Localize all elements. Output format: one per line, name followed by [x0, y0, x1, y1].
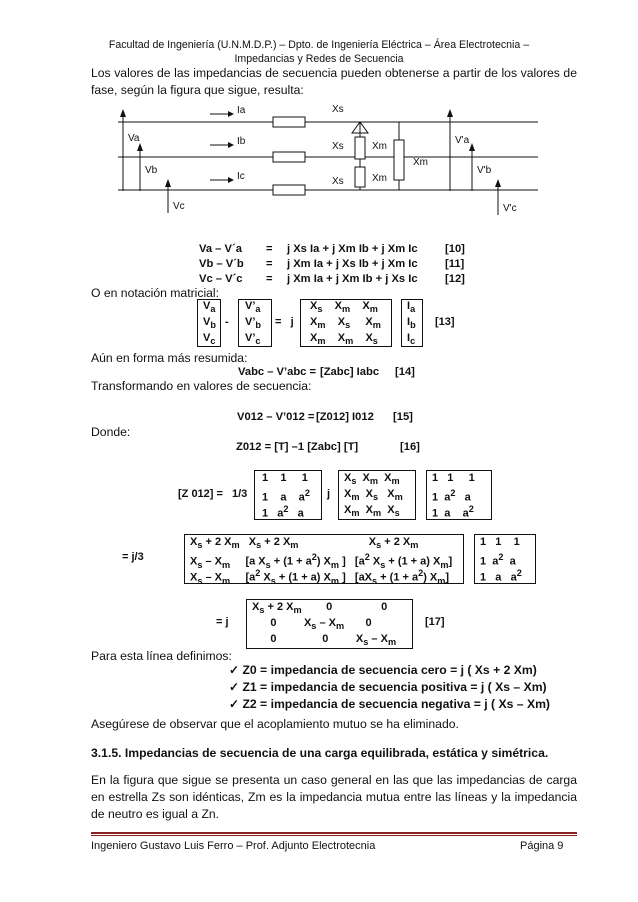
footer-author: Ingeniero Gustavo Luis Ferro – Prof. Adjunto Electrotecnia — [91, 840, 376, 852]
fig-label-va: Va — [128, 133, 140, 144]
eq12-number: [12] — [445, 273, 465, 285]
eq11-number: [11] — [445, 258, 465, 270]
fig-label-xs-3: Xs — [332, 176, 344, 187]
zabc-row-2: $X_m$ $X_s$ $X_m$ — [344, 488, 403, 503]
summary-intro: Aún en forma más resumida: — [91, 351, 248, 365]
res-row-1: $X_s + 2$ $X_m$ 0 0 — [252, 601, 388, 616]
z-row-2: $X_m$ $X_s$ $X_m$ — [310, 316, 381, 331]
fig-label-xm-2: Xm — [372, 173, 387, 184]
eq11-rhs: j Xm Ia + j Xs Ib + j Xm Ic — [287, 258, 418, 270]
result-lhs: = j — [216, 616, 229, 628]
eq10-lhs: Va – V´a — [199, 243, 242, 255]
eq10-equals: = — [266, 243, 273, 255]
vec-ic: $I_c$ — [407, 332, 416, 347]
vec-vpc: $V’_c$ — [245, 332, 261, 347]
header-line-1: Facultad de Ingeniería (U.N.M.D.P.) – Dpto. de Ingeniería Eléctrica – Área Electrotecnia – — [108, 39, 530, 51]
footer-page: Página 9 — [520, 840, 564, 852]
definition-z1: ✓ Z1 = impedancia de secuencia positiva = j ( Xs – Xm) — [229, 680, 547, 694]
tinv-row-3: 1 $a^2$ a — [262, 504, 304, 520]
vec-ib: $I_b$ — [407, 316, 416, 331]
res-row-2: 0 $X_s - X_m$ 0 — [252, 617, 372, 632]
z012-lhs: [Z 012] = — [178, 488, 223, 500]
eq12-rhs: j Xm Ia + j Xm Ib + j Xs Ic — [287, 273, 418, 285]
footer-rule — [91, 832, 577, 834]
t2-row-2: 1 $a^2$ a — [480, 552, 516, 568]
fig-label-vc: Vc — [173, 201, 185, 212]
fig-label-vpa: V'a — [455, 135, 470, 146]
definition-z2: ✓ Z2 = impedancia de secuencia negativa = j ( Xs – Xm) — [229, 697, 550, 711]
check-icon: ✓ — [229, 697, 240, 711]
equals-j: = j — [275, 316, 294, 328]
t-row-2: 1 $a^2$ a — [432, 488, 471, 504]
product-lhs: = j/3 — [122, 551, 144, 563]
transform-intro: Transformando en valores de secuencia: — [91, 379, 312, 393]
vec-vpa: $V’_a$ — [245, 300, 261, 315]
eq11-lhs: Vb – V´b — [199, 258, 244, 270]
fig-label-vpc: V'c — [503, 203, 517, 214]
donde-label: Donde: — [91, 425, 131, 439]
z-row-3: $X_m$ $X_m$ $X_s$ — [310, 332, 378, 347]
prod-row-3: $X_s - X_m$ [$a^2$ $X_s + (1 + a)$ $X_m$ ] [$aX_s + (1 + a^2)$ $X_m$] — [190, 568, 450, 586]
minus-sign: - — [225, 316, 229, 328]
intro-paragraph: Los valores de las impedancias de secuencia pueden obtenerse a partir de los valores de fase, según la figura que sigue, resulta: — [91, 66, 577, 97]
z012-j: j — [327, 488, 331, 500]
section-title: 3.1.5. Impedancias de secuencia de una carga equilibrada, estática y simétrica. — [91, 746, 549, 760]
fig-label-vb: Vb — [145, 165, 158, 176]
eq14-rhs: [Zabc] Iabc — [320, 366, 380, 378]
z-row-1: $X_s$ $X_m$ $X_m$ — [310, 300, 378, 315]
definitions-intro: Para esta línea definimos: — [91, 649, 232, 663]
fig-label-ia: Ia — [237, 105, 246, 116]
eq12-equals: = — [266, 273, 273, 285]
check-icon: ✓ — [229, 663, 240, 677]
prod-row-1: $X_s + 2$ $X_m$ $X_s + 2$ $X_m$ $X_s + 2$ $X_m$ — [190, 536, 419, 551]
fig-label-ic: Ic — [237, 171, 245, 182]
z012-coef: 1/3 — [232, 488, 248, 500]
eq10-number: [10] — [445, 243, 465, 255]
fig-label-xs-2: Xs — [332, 141, 344, 152]
footer-rule-thin — [91, 835, 577, 836]
prod-row-2: $X_s - X_m$ [a $X_s + (1 + a^2)$ $X_m$ ] [$a^2$ $X_s + (1 + a)$ $X_m$] — [190, 552, 453, 570]
t2-row-1: 1 1 1 — [480, 536, 520, 548]
eq16-number: [16] — [400, 441, 420, 453]
vec-vpb: $V’_b$ — [245, 316, 261, 331]
eq14-lhs: Vabc – V’abc = — [238, 366, 317, 378]
zabc-row-3: $X_m$ $X_m$ $X_s$ — [344, 504, 400, 519]
eq11-equals: = — [266, 258, 273, 270]
t-row-1: 1 1 1 — [432, 472, 475, 484]
res-row-3: 0 0 $X_s - X_m$ — [252, 633, 397, 648]
t-row-3: 1 a $a^2$ — [432, 504, 474, 520]
check-icon: ✓ — [229, 680, 240, 694]
definition-z0: ✓ Z0 = impedancia de secuencia cero = j ( Xs + 2 Xm) — [229, 663, 537, 677]
fig-label-xs-1: Xs — [332, 104, 344, 115]
t2-row-3: 1 a $a^2$ — [480, 568, 522, 584]
vec-va: $V_a$ — [203, 300, 216, 315]
tinv-row-1: 1 1 1 — [262, 472, 308, 484]
eq15-number: [15] — [393, 411, 413, 423]
note-paragraph: Asegúrese de observar que el acoplamiento mutuo se ha eliminado. — [91, 717, 459, 731]
zabc-row-1: $X_s$ $X_m$ $X_m$ — [344, 472, 400, 487]
fig-label-xm-1: Xm — [372, 141, 387, 152]
eq16-text: Z012 = [T] –1 [Zabc] [T] — [236, 441, 359, 453]
eq10-rhs: j Xs Ia + j Xm Ib + j Xm Ic — [287, 243, 418, 255]
eq12-lhs: Vc – V´c — [199, 273, 243, 285]
eq13-number: [13] — [435, 316, 455, 328]
tinv-row-2: 1 a $a^2$ — [262, 488, 310, 504]
eq15-lhs: V012 – V’012 = — [237, 411, 315, 423]
matrix-intro: O en notación matricial: — [91, 286, 220, 300]
eq15-rhs: [Z012] I012 — [316, 411, 374, 423]
final-paragraph: En la figura que sigue se presenta un caso general en las que las impedancias de carga en estrella Zs son idénticas, Zm es la impedancia mutua entre las líneas y la impedancia de neutro es igual a Zn. — [91, 773, 577, 821]
fig-label-ib: Ib — [237, 136, 246, 147]
vec-vc: $V_c$ — [203, 332, 216, 347]
vec-ia: $I_a$ — [407, 300, 416, 315]
line-coupling-figure — [118, 103, 538, 223]
eq14-number: [14] — [395, 366, 415, 378]
header-line-2: Impedancias y Redes de Secuencia — [234, 53, 404, 65]
eq17-number: [17] — [425, 616, 445, 628]
fig-label-xm-3: Xm — [413, 157, 428, 168]
vec-vb: $V_b$ — [203, 316, 216, 331]
fig-label-vpb: V'b — [477, 165, 492, 176]
